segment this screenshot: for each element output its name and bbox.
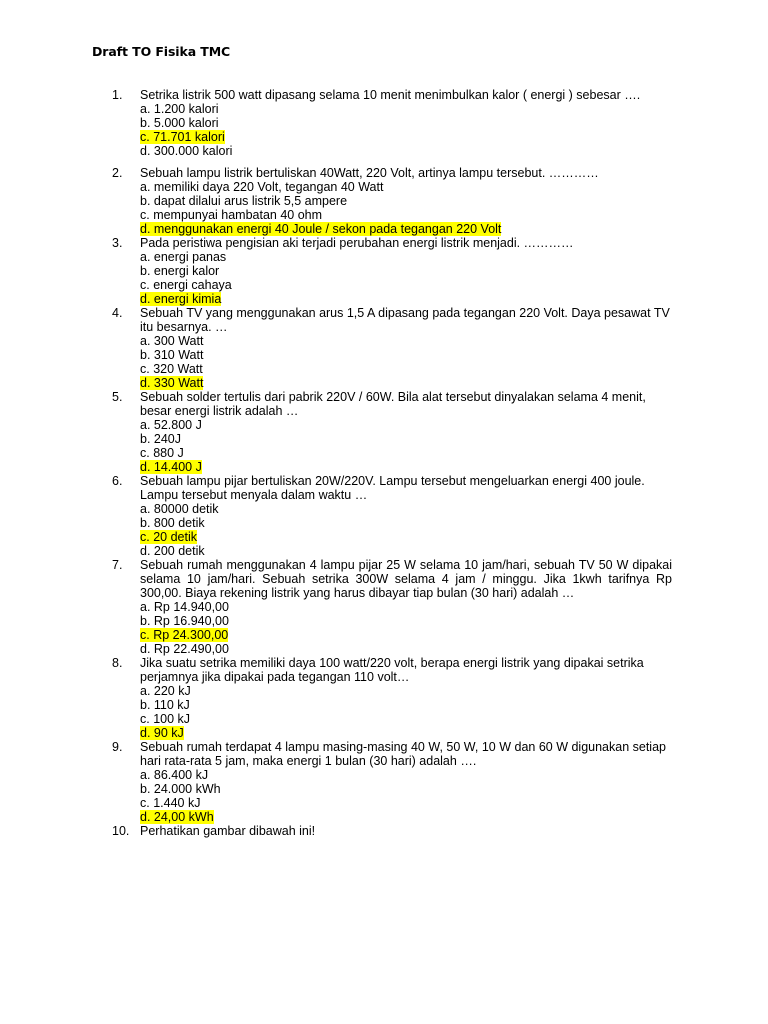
option-c-highlighted-answer: c. 71.701 kalori — [140, 130, 225, 144]
option-a: a. 300 Watt — [140, 334, 204, 348]
option-d-highlighted-answer: d. 24,00 kWh — [140, 810, 214, 824]
option-c: c. 880 J — [140, 446, 184, 460]
question-text: Sebuah rumah menggunakan 4 lampu pijar 25 W selama 10 jam/hari, sebuah TV 50 W dipakai selama 10 jam/hari. Sebuah setrika 300W selama 4 jam / minggu. Jika 1kwh tarifnya Rp 300,00. Biaya rekening listrik yang harus dibayar tiap bulan (30 hari) adalah … — [140, 558, 672, 600]
option-d-highlighted-answer: d. menggunakan energi 40 Joule / sekon pada tegangan 220 Volt — [140, 222, 502, 236]
option-b: b. 5.000 kalori — [140, 116, 219, 130]
question-number: 2. — [112, 166, 123, 180]
option-d-highlighted-answer: d. energi kimia — [140, 292, 222, 306]
option-c-highlighted-answer: c. Rp 24.300,00 — [140, 628, 229, 642]
option-b: b. 110 kJ — [140, 698, 190, 712]
option-d: d. 200 detik — [140, 544, 205, 558]
option-a: a. energi panas — [140, 250, 227, 264]
question-7 — [112, 558, 672, 656]
question-9 — [112, 740, 672, 824]
option-a: a. 220 kJ — [140, 684, 191, 698]
option-c: c. energi cahaya — [140, 278, 232, 292]
option-b: b. 800 detik — [140, 516, 205, 530]
question-list — [112, 88, 672, 838]
question-number: 1. — [112, 88, 123, 102]
option-c: c. 100 kJ — [140, 712, 191, 726]
option-b: b. 240J — [140, 432, 182, 446]
question-text: Sebuah rumah terdapat 4 lampu masing-masing 40 W, 50 W, 10 W dan 60 W digunakan setiap hari rata-rata 5 jam, maka energi 1 bulan (30 hari) adalah …. — [140, 740, 666, 768]
question-number: 10. — [112, 824, 130, 838]
question-text: Setrika listrik 500 watt dipasang selama 10 menit menimbulkan kalor ( energi ) sebesar …. — [140, 88, 641, 102]
option-a: a. 80000 detik — [140, 502, 219, 516]
option-b: b. Rp 16.940,00 — [140, 614, 229, 628]
question-number: 8. — [112, 656, 123, 670]
question-text: Sebuah lampu listrik bertuliskan 40Watt, 220 Volt, artinya lampu tersebut. ………… — [140, 166, 599, 180]
option-d: d. 300.000 kalori — [140, 144, 233, 158]
question-text: Perhatikan gambar dibawah ini! — [140, 824, 316, 838]
question-text: Sebuah TV yang menggunakan arus 1,5 A dipasang pada tegangan 220 Volt. Daya pesawat TV itu besarnya. … — [140, 306, 670, 334]
option-b: b. 24.000 kWh — [140, 782, 221, 796]
question-1 — [112, 88, 672, 158]
question-text: Sebuah lampu pijar bertuliskan 20W/220V. Lampu tersebut mengeluarkan energi 400 joule. Lampu tersebut menyala dalam waktu … — [140, 474, 645, 502]
question-number: 4. — [112, 306, 123, 320]
option-c-highlighted-answer: c. 20 detik — [140, 530, 197, 544]
question-number: 6. — [112, 474, 123, 488]
option-a: a. 1.200 kalori — [140, 102, 219, 116]
option-c: c. 320 Watt — [140, 362, 203, 376]
question-5 — [112, 390, 672, 474]
option-c: c. mempunyai hambatan 40 ohm — [140, 208, 323, 222]
question-number: 7. — [112, 558, 123, 572]
question-6 — [112, 474, 672, 558]
question-2 — [112, 166, 672, 236]
option-c: c. 1.440 kJ — [140, 796, 201, 810]
option-d-highlighted-answer: d. 90 kJ — [140, 726, 184, 740]
question-10 — [112, 824, 672, 838]
question-number: 5. — [112, 390, 123, 404]
option-d-highlighted-answer: d. 14.400 J — [140, 460, 202, 474]
option-b: b. 310 Watt — [140, 348, 204, 362]
question-3 — [112, 236, 672, 306]
option-a: a. Rp 14.940,00 — [140, 600, 229, 614]
question-text: Pada peristiwa pengisian aki terjadi perubahan energi listrik menjadi. ………… — [140, 236, 574, 250]
option-d: d. Rp 22.490,00 — [140, 642, 229, 656]
question-8 — [112, 656, 672, 740]
option-b: b. energi kalor — [140, 264, 220, 278]
question-number: 3. — [112, 236, 123, 250]
document-title: Draft TO Fisika TMC — [92, 44, 231, 59]
option-a: a. memiliki daya 220 Volt, tegangan 40 Watt — [140, 180, 384, 194]
question-text: Jika suatu setrika memiliki daya 100 watt/220 volt, berapa energi listrik yang dipakai setrika perjamnya jika dipakai pada tegangan 110 volt… — [140, 656, 644, 684]
question-4 — [112, 306, 672, 390]
question-text: Sebuah solder tertulis dari pabrik 220V / 60W. Bila alat tersebut dinyalakan selama 4 menit, besar energi listrik adalah … — [140, 390, 646, 418]
option-a: a. 52.800 J — [140, 418, 202, 432]
option-a: a. 86.400 kJ — [140, 768, 209, 782]
question-number: 9. — [112, 740, 123, 754]
option-b: b. dapat dilalui arus listrik 5,5 ampere — [140, 194, 348, 208]
option-d-highlighted-answer: d. 330 Watt — [140, 376, 204, 390]
